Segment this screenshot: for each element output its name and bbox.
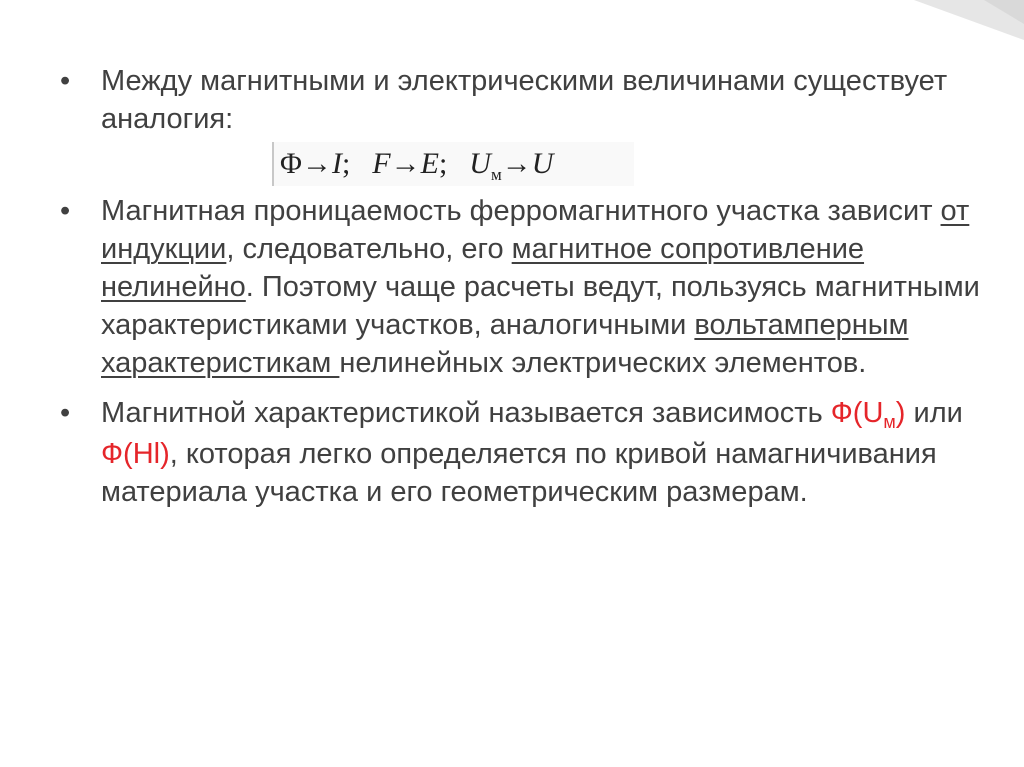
bullet-marker: •	[60, 195, 71, 227]
permeability-text-3: . Поэтому чаще расчеты ведут, пользуясь магнитными характеристиками участков, аналогичными	[101, 271, 980, 341]
formula-arrow: →	[390, 147, 421, 180]
analogy-formula	[272, 142, 634, 186]
permeability-text-1: Магнитная проницаемость ферромагнитного участка зависит	[101, 195, 941, 227]
underlined-induction: от индукции	[101, 195, 970, 265]
characteristic-text-1: Магнитной характеристикой называется зависимость	[101, 397, 831, 429]
formula-separator: ;	[341, 147, 351, 180]
underlined-nonlinear-reluctance: магнитное сопротивление нелинейно	[101, 233, 865, 303]
formula-mmf: F	[372, 147, 391, 180]
characteristic-text-2: или	[905, 397, 963, 429]
formula-arrow: →	[301, 147, 332, 180]
bullet-marker: •	[60, 397, 71, 429]
red-formula-phi-hl: Ф(Hl)	[101, 438, 170, 470]
formula-magnetic-voltage: U	[469, 147, 491, 180]
permeability-text-4: нелинейных электрических элементов.	[339, 347, 867, 379]
red-formula-subscript: м	[883, 412, 896, 432]
underlined-volt-ampere: вольтамперным характеристикам	[101, 309, 909, 379]
bullet-item-analogy	[60, 62, 980, 138]
formula-arrow: →	[501, 147, 532, 180]
red-formula-close: )	[895, 397, 906, 429]
bullet-item-permeability	[60, 192, 980, 382]
formula-subscript: м	[490, 165, 502, 184]
formula-voltage: U	[531, 147, 554, 180]
slide-content	[60, 62, 980, 511]
formula-phi: Φ	[280, 147, 302, 180]
permeability-text-2: , следовательно, его	[226, 233, 512, 265]
red-formula-phi-um	[830, 397, 906, 432]
red-formula-main: Ф(U	[830, 397, 884, 429]
analogy-text: Между магнитными и электрическими величинами существует аналогия:	[101, 65, 948, 135]
bullet-marker: •	[60, 65, 71, 97]
characteristic-text-3: , которая легко определяется по кривой намагничивания материала участка и его геометрическим размерам.	[101, 438, 937, 508]
formula-current: I	[331, 147, 342, 180]
formula-emf: E	[420, 147, 439, 180]
bullet-item-magnetic-characteristic	[60, 394, 980, 511]
formula-separator: ;	[438, 147, 448, 180]
corner-decoration	[914, 0, 1024, 40]
